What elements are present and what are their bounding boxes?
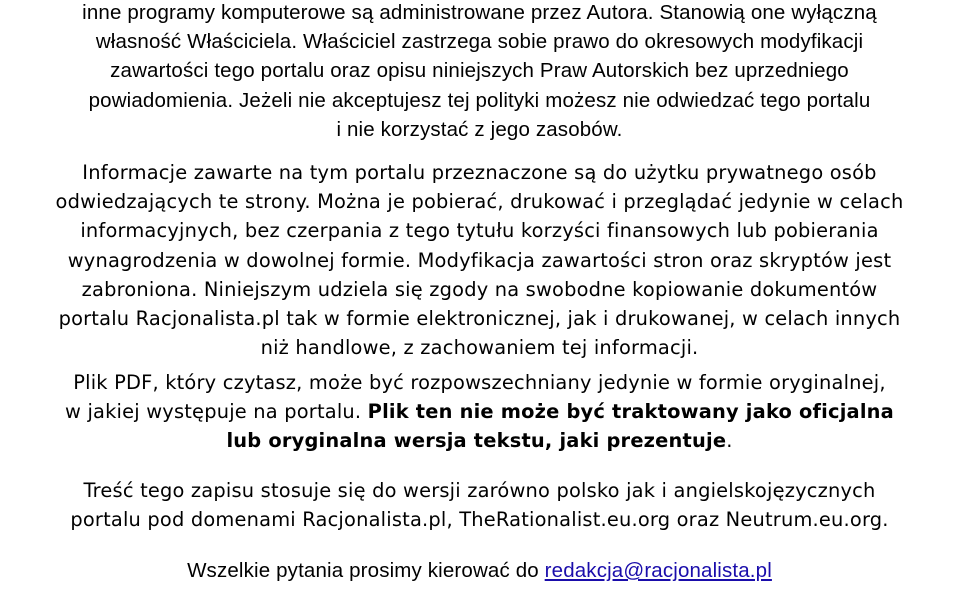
contact-email-link[interactable]: redakcja@racjonalista.pl (544, 559, 772, 582)
text-line: Treść tego zapisu stosuje się do wersji zarówno polsko jak i angielskojęzycznych (83, 479, 876, 502)
text-line: powiadomienia. Jeżeli nie akceptujesz tej polityki możesz nie odwiedzać tego portalu (88, 88, 871, 112)
paragraph-usage-terms (0, 158, 959, 362)
text-line: inne programy komputerowe są administrowane przez Autora. Stanowią one wyłączną (82, 1, 877, 24)
contact-text: Wszelkie pytania prosimy kierować do (187, 559, 539, 582)
text-line (0, 556, 959, 585)
paragraph-copyright-ownership (0, 0, 959, 144)
text-bold: Plik ten nie może być traktowany jako oficjalna (367, 400, 894, 424)
text-normal: w jakiej występuje na portalu. (65, 400, 362, 424)
text-line: odwiedzających te strony. Można je pobierać, drukować i przeglądać jedynie w celach (55, 190, 904, 214)
text-line: wynagrodzenia w dowolnej formie. Modyfikacja zawartości stron oraz skryptów jest (67, 248, 892, 272)
text-line: zabroniona. Niniejszym udziela się zgody na swobodne kopiowanie dokumentów (81, 277, 878, 301)
text-line (0, 426, 959, 455)
text-line: niż handlowe, z zachowaniem tej informacji. (260, 336, 699, 360)
text-line (0, 397, 959, 426)
paragraph-domains (0, 476, 959, 534)
text-bold: lub oryginalna wersja tekstu, jaki prezentuje (226, 429, 727, 453)
text-line: własność Właściciela. Właściciel zastrzega sobie prawo do okresowych modyfikacji (95, 30, 864, 54)
text-line: zawartości tego portalu oraz opisu niniejszych Praw Autorskich bez uprzedniego (110, 59, 849, 83)
text-normal: . (726, 429, 733, 453)
text-line: portalu Racjonalista.pl tak w formie elektronicznej, jak i drukowanej, w celach innych (58, 307, 901, 331)
text-line: informacyjnych, bez czerpania z tego tytułu korzyści finansowych lub pobierania (80, 219, 879, 243)
text-line: i nie korzystać z jego zasobów. (336, 117, 623, 141)
text-line: portalu pod domenami Racjonalista.pl, TheRationalist.eu.org oraz Neutrum.eu.org. (70, 508, 889, 532)
text-line: Plik PDF, który czytasz, może być rozpowszechniany jedynie w formie oryginalnej, (73, 371, 886, 394)
text-line: Informacje zawarte na tym portalu przeznaczone są do użytku prywatnego osób (82, 161, 877, 184)
paragraph-pdf-notice (0, 368, 959, 456)
paragraph-contact (0, 556, 959, 585)
